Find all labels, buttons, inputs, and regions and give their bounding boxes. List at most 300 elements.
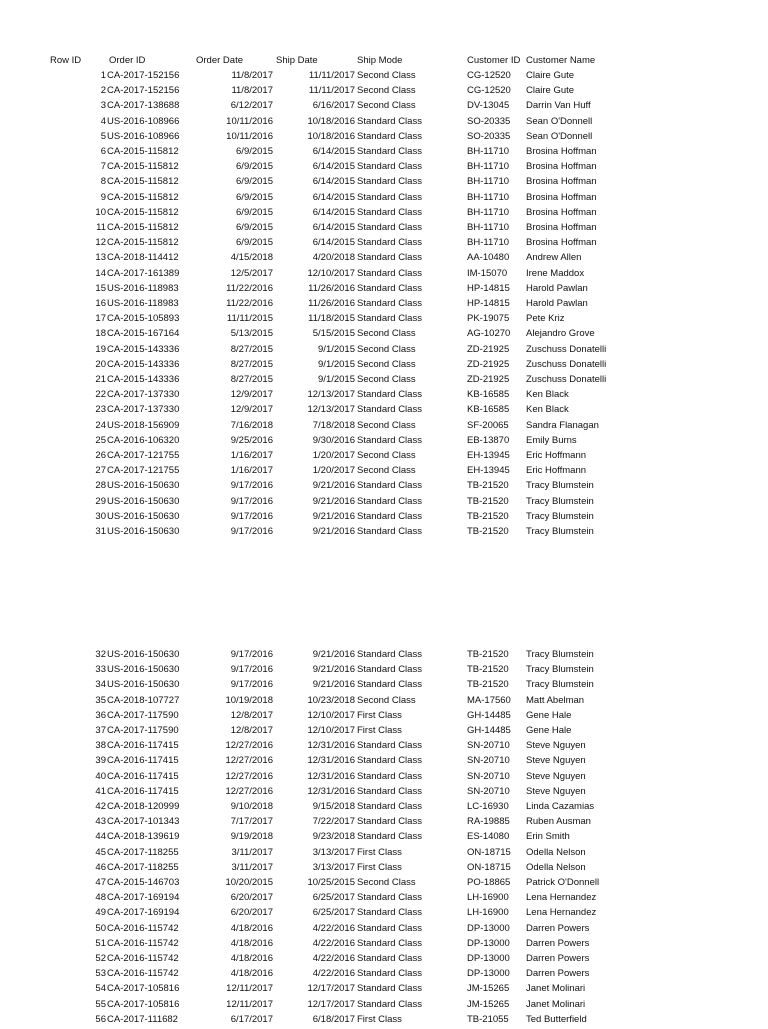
table-row	[0, 70, 768, 85]
cell-customer-id: SF-20065	[467, 419, 509, 431]
cell-ship-mode: Standard Class	[357, 785, 422, 797]
cell-ship-date: 9/21/2016	[312, 649, 355, 660]
table-row	[0, 359, 768, 374]
cell-customer-id: SN-20710	[467, 785, 510, 797]
table-row	[0, 283, 768, 298]
cell-customer-id: TB-21520	[467, 510, 509, 522]
cell-row-id: 44	[95, 831, 106, 843]
cell-order-date: 9/17/2016	[230, 649, 273, 660]
cell-ship-date: 12/10/2017	[307, 267, 355, 279]
cell-customer-id: JM-15265	[467, 998, 510, 1010]
cell-order-date: 6/9/2015	[236, 222, 273, 233]
cell-customer-id: ZD-21925	[467, 343, 510, 355]
cell-order-id: CA-2016-117415	[107, 785, 179, 797]
cell-row-id: 34	[95, 679, 106, 691]
cell-row-id: 11	[96, 222, 106, 233]
cell-order-id: CA-2017-161389	[107, 267, 180, 279]
cell-ship-mode: Standard Class	[357, 922, 422, 934]
cell-order-id: CA-2015-105893	[107, 313, 180, 325]
cell-ship-mode: Standard Class	[357, 298, 422, 309]
cell-order-date: 10/11/2016	[226, 130, 273, 142]
cell-customer-id: KB-16585	[467, 389, 510, 401]
cell-ship-mode: First Class	[357, 861, 402, 873]
cell-customer-name: Tracy Blumstein	[526, 480, 594, 492]
cell-customer-name: Tracy Blumstein	[526, 649, 594, 660]
cell-row-id: 16	[95, 298, 106, 309]
cell-customer-name: Tracy Blumstein	[526, 664, 594, 676]
cell-ship-date: 4/22/2016	[312, 968, 355, 980]
header-customer-id: Customer ID	[467, 55, 521, 66]
table-row	[0, 679, 768, 694]
cell-order-id: CA-2015-115812	[107, 176, 179, 188]
cell-ship-mode: Second Class	[357, 358, 416, 370]
cell-ship-date: 11/26/2016	[308, 282, 355, 294]
cell-order-date: 7/16/2018	[230, 419, 273, 431]
cell-customer-name: Brosina Hoffman	[526, 161, 597, 173]
cell-ship-date: 11/11/2017	[308, 85, 355, 97]
cell-order-date: 10/20/2015	[225, 877, 273, 888]
cell-order-date: 12/8/2017	[230, 709, 273, 721]
cell-ship-mode: Standard Class	[357, 115, 422, 127]
cell-row-id: 38	[95, 740, 106, 752]
cell-customer-name: Janet Molinari	[526, 998, 586, 1010]
cell-customer-name: Tracy Blumstein	[526, 679, 594, 691]
table-row	[0, 725, 768, 740]
cell-customer-id: CG-12520	[467, 70, 511, 81]
cell-order-date: 4/18/2016	[230, 953, 273, 964]
cell-ship-date: 6/14/2015	[312, 237, 355, 249]
cell-ship-mode: Standard Class	[357, 222, 422, 233]
cell-order-id: CA-2016-115742	[107, 953, 179, 964]
cell-customer-name: Odella Nelson	[526, 861, 586, 873]
cell-ship-mode: Standard Class	[357, 267, 422, 279]
cell-order-date: 4/18/2016	[230, 968, 273, 980]
table-row	[0, 268, 768, 283]
cell-order-date: 3/11/2017	[231, 846, 273, 858]
table-row	[0, 435, 768, 450]
table-row	[0, 877, 768, 892]
table-row	[0, 1014, 768, 1029]
cell-customer-id: LC-16930	[467, 801, 509, 812]
cell-ship-mode: Second Class	[357, 374, 416, 385]
cell-order-id: CA-2017-118255	[107, 846, 179, 858]
cell-ship-date: 9/15/2018	[312, 801, 355, 812]
table-row	[0, 847, 768, 862]
cell-order-id: CA-2017-137330	[107, 404, 180, 416]
table-row	[0, 496, 768, 511]
cell-ship-mode: Standard Class	[357, 998, 422, 1010]
cell-ship-mode: Standard Class	[357, 892, 422, 904]
cell-ship-mode: Standard Class	[357, 191, 422, 203]
cell-order-date: 9/17/2016	[230, 526, 273, 537]
cell-ship-mode: First Class	[357, 709, 402, 721]
table-row	[0, 968, 768, 983]
cell-ship-date: 9/21/2016	[312, 664, 355, 676]
cell-ship-mode: First Class	[357, 1013, 402, 1025]
cell-order-date: 12/27/2016	[225, 740, 273, 752]
cell-ship-date: 6/14/2015	[312, 161, 355, 173]
cell-ship-date: 12/31/2016	[307, 740, 355, 752]
cell-ship-date: 5/15/2015	[312, 328, 355, 340]
cell-row-id: 23	[95, 404, 106, 416]
cell-customer-id: BH-11710	[467, 161, 510, 173]
cell-order-date: 9/17/2016	[230, 495, 273, 507]
cell-order-date: 6/9/2015	[236, 206, 273, 218]
table-row	[0, 131, 768, 146]
table-row	[0, 786, 768, 801]
cell-ship-date: 1/20/2017	[312, 465, 355, 477]
table-row	[0, 389, 768, 404]
cell-order-id: CA-2015-143336	[107, 343, 180, 355]
header-order-date: Order Date	[196, 55, 243, 66]
cell-order-date: 6/9/2015	[236, 237, 273, 249]
cell-ship-mode: Standard Class	[357, 510, 422, 522]
cell-row-id: 56	[95, 1013, 106, 1025]
table-row	[0, 252, 768, 267]
cell-order-date: 6/9/2015	[236, 161, 273, 173]
cell-order-date: 9/17/2016	[230, 480, 273, 492]
cell-customer-name: Brosina Hoffman	[526, 146, 597, 157]
header-row-id: Row ID	[50, 55, 82, 66]
cell-order-date: 8/27/2015	[230, 358, 273, 370]
cell-row-id: 47	[95, 877, 106, 888]
cell-customer-id: ON-18715	[467, 861, 511, 873]
cell-order-id: CA-2015-115812	[107, 237, 179, 249]
cell-row-id: 12	[95, 237, 106, 249]
table-row	[0, 85, 768, 100]
cell-order-id: US-2018-156909	[107, 419, 180, 431]
cell-order-id: CA-2018-107727	[107, 694, 180, 706]
cell-ship-mode: Standard Class	[357, 801, 422, 812]
cell-order-date: 6/20/2017	[230, 892, 273, 904]
cell-ship-date: 12/31/2016	[307, 770, 355, 782]
cell-ship-mode: Second Class	[357, 328, 416, 340]
cell-row-id: 3	[100, 100, 106, 112]
cell-ship-mode: Standard Class	[357, 176, 422, 188]
cell-row-id: 28	[95, 480, 106, 492]
cell-order-id: CA-2017-121755	[107, 450, 180, 461]
table-row	[0, 465, 768, 480]
cell-ship-mode: Standard Class	[357, 206, 422, 218]
cell-customer-id: LH-16900	[467, 907, 509, 919]
cell-customer-name: Ken Black	[526, 389, 569, 401]
cell-customer-id: DP-13000	[467, 953, 510, 964]
cell-customer-id: EH-13945	[467, 450, 510, 461]
cell-customer-name: Tracy Blumstein	[526, 510, 594, 522]
cell-order-date: 6/9/2015	[236, 191, 273, 203]
cell-ship-mode: Second Class	[357, 343, 416, 355]
table-row	[0, 207, 768, 222]
cell-ship-date: 7/22/2017	[312, 816, 355, 828]
cell-order-id: CA-2017-105816	[107, 983, 180, 995]
cell-ship-date: 10/18/2016	[307, 115, 355, 127]
cell-ship-mode: Standard Class	[357, 907, 422, 919]
cell-customer-id: SN-20710	[467, 740, 510, 752]
cell-customer-name: Steve Nguyen	[526, 770, 586, 782]
cell-customer-name: Lena Hernandez	[526, 892, 597, 904]
cell-ship-mode: Second Class	[357, 85, 416, 97]
cell-ship-date: 12/13/2017	[307, 404, 355, 416]
cell-order-id: CA-2017-152156	[107, 70, 180, 81]
cell-ship-date: 11/11/2017	[308, 70, 355, 81]
cell-row-id: 54	[95, 983, 106, 995]
cell-customer-id: ON-18715	[467, 846, 511, 858]
cell-customer-name: Alejandro Grove	[526, 328, 595, 340]
cell-order-date: 11/8/2017	[231, 85, 273, 97]
cell-ship-date: 12/13/2017	[307, 389, 355, 401]
cell-ship-mode: Standard Class	[357, 146, 422, 157]
cell-customer-name: Claire Gute	[526, 85, 575, 97]
cell-row-id: 10	[95, 206, 106, 218]
cell-order-date: 11/8/2017	[231, 70, 273, 81]
cell-customer-name: Erin Smith	[526, 831, 570, 843]
cell-customer-name: Darren Powers	[526, 953, 590, 964]
cell-ship-date: 9/21/2016	[312, 510, 355, 522]
cell-customer-name: Zuschuss Donatelli	[526, 358, 607, 370]
table-row	[0, 983, 768, 998]
table-row	[0, 649, 768, 664]
cell-ship-mode: Standard Class	[357, 526, 422, 537]
cell-row-id: 35	[95, 694, 106, 706]
cell-order-id: CA-2015-143336	[107, 374, 180, 385]
cell-order-id: CA-2017-105816	[107, 998, 180, 1010]
cell-customer-name: Ruben Ausman	[526, 816, 591, 828]
cell-customer-name: Sean O'Donnell	[526, 130, 593, 142]
cell-order-id: US-2016-108966	[107, 130, 180, 142]
cell-customer-id: SO-20335	[467, 115, 511, 127]
cell-order-id: CA-2017-137330	[107, 389, 180, 401]
cell-order-date: 6/9/2015	[236, 176, 273, 188]
cell-order-id: CA-2018-120999	[107, 801, 180, 812]
cell-order-date: 9/17/2016	[230, 664, 273, 676]
cell-customer-id: KB-16585	[467, 404, 510, 416]
cell-order-date: 11/22/2016	[226, 282, 273, 294]
cell-customer-name: Eric Hoffmann	[526, 450, 587, 461]
table-row	[0, 755, 768, 770]
table-row	[0, 892, 768, 907]
cell-order-id: CA-2017-101343	[107, 816, 180, 828]
cell-order-id: US-2016-150630	[107, 526, 180, 537]
cell-order-date: 9/17/2016	[230, 510, 273, 522]
cell-row-id: 14	[95, 267, 106, 279]
cell-order-id: US-2016-118983	[107, 298, 179, 309]
cell-order-date: 12/27/2016	[225, 755, 273, 767]
cell-row-id: 29	[95, 495, 106, 507]
cell-ship-date: 6/14/2015	[312, 206, 355, 218]
cell-row-id: 42	[95, 801, 106, 812]
cell-ship-mode: Standard Class	[357, 480, 422, 492]
table-row	[0, 328, 768, 343]
cell-order-date: 10/11/2016	[226, 115, 273, 127]
cell-order-id: CA-2017-152156	[107, 85, 180, 97]
cell-order-date: 12/11/2017	[226, 998, 273, 1010]
table-row	[0, 938, 768, 953]
cell-ship-mode: First Class	[357, 846, 402, 858]
cell-ship-date: 4/22/2016	[312, 937, 355, 949]
table-row	[0, 907, 768, 922]
cell-ship-date: 12/31/2016	[307, 785, 355, 797]
cell-row-id: 43	[95, 816, 106, 828]
cell-order-id: CA-2016-117415	[107, 770, 179, 782]
cell-row-id: 55	[95, 998, 106, 1010]
header-ship-date: Ship Date	[276, 55, 318, 66]
cell-ship-date: 7/18/2018	[312, 419, 355, 431]
cell-ship-mode: Standard Class	[357, 968, 422, 980]
cell-ship-date: 6/14/2015	[312, 176, 355, 188]
cell-ship-mode: Second Class	[357, 450, 416, 461]
cell-row-id: 48	[95, 892, 106, 904]
table-row	[0, 801, 768, 816]
cell-ship-date: 9/21/2016	[312, 679, 355, 691]
cell-order-date: 5/13/2015	[230, 328, 273, 340]
cell-order-id: US-2016-108966	[107, 115, 180, 127]
cell-ship-date: 1/20/2017	[312, 450, 355, 461]
cell-customer-name: Emily Burns	[526, 434, 577, 446]
cell-order-id: CA-2015-115812	[107, 222, 179, 233]
cell-customer-name: Steve Nguyen	[526, 740, 586, 752]
cell-order-date: 1/16/2017	[230, 465, 273, 477]
cell-ship-date: 4/22/2016	[312, 953, 355, 964]
cell-customer-id: TB-21520	[467, 480, 509, 492]
cell-row-id: 15	[95, 282, 106, 294]
cell-row-id: 1	[100, 70, 106, 81]
cell-customer-name: Harold Pawlan	[526, 282, 588, 294]
cell-row-id: 21	[95, 374, 106, 385]
cell-ship-date: 6/16/2017	[312, 100, 355, 112]
cell-row-id: 41	[95, 785, 106, 797]
cell-ship-mode: Standard Class	[357, 252, 422, 264]
cell-row-id: 49	[95, 907, 106, 919]
cell-row-id: 19	[95, 343, 106, 355]
cell-row-id: 46	[95, 861, 106, 873]
cell-ship-mode: Standard Class	[357, 434, 422, 446]
cell-customer-id: TB-21055	[467, 1013, 509, 1025]
cell-customer-name: Linda Cazamias	[526, 801, 595, 812]
table-row	[0, 146, 768, 161]
cell-customer-id: ZD-21925	[467, 374, 510, 385]
cell-order-date: 8/27/2015	[230, 343, 273, 355]
table-row	[0, 511, 768, 526]
table-row	[0, 161, 768, 176]
cell-customer-id: IM-15070	[467, 267, 508, 279]
cell-customer-name: Lena Hernandez	[526, 907, 597, 919]
table-row	[0, 816, 768, 831]
cell-ship-date: 12/31/2016	[307, 755, 355, 767]
cell-customer-id: TB-21520	[467, 495, 509, 507]
cell-row-id: 18	[95, 328, 106, 340]
cell-customer-id: ZD-21925	[467, 358, 510, 370]
cell-ship-date: 4/20/2018	[312, 252, 355, 264]
cell-customer-name: Darren Powers	[526, 922, 590, 934]
cell-order-date: 12/11/2017	[226, 983, 273, 995]
cell-customer-name: Janet Molinari	[526, 983, 586, 995]
table-row	[0, 831, 768, 846]
cell-ship-date: 9/1/2015	[318, 343, 355, 355]
cell-ship-mode: Standard Class	[357, 937, 422, 949]
cell-customer-name: Steve Nguyen	[526, 785, 586, 797]
cell-row-id: 40	[95, 770, 106, 782]
cell-ship-date: 6/14/2015	[312, 222, 355, 233]
cell-customer-id: BH-11710	[467, 222, 510, 233]
cell-ship-mode: Second Class	[357, 419, 416, 431]
cell-order-date: 11/11/2015	[226, 313, 273, 325]
cell-order-date: 4/18/2016	[230, 922, 273, 934]
cell-ship-mode: Standard Class	[357, 130, 422, 142]
cell-row-id: 30	[95, 510, 106, 522]
cell-order-id: CA-2017-118255	[107, 861, 179, 873]
table-row	[0, 176, 768, 191]
cell-order-date: 6/20/2017	[230, 907, 273, 919]
cell-customer-id: ES-14080	[467, 831, 510, 843]
cell-order-date: 12/8/2017	[230, 725, 273, 736]
cell-ship-mode: Standard Class	[357, 816, 422, 828]
cell-order-id: CA-2015-115812	[107, 206, 179, 218]
cell-customer-name: Brosina Hoffman	[526, 206, 597, 218]
cell-ship-date: 11/18/2015	[308, 313, 355, 325]
cell-ship-date: 3/13/2017	[312, 861, 355, 873]
cell-ship-mode: Standard Class	[357, 755, 422, 767]
cell-customer-name: Odella Nelson	[526, 846, 586, 858]
cell-customer-id: SN-20710	[467, 755, 510, 767]
cell-ship-date: 6/14/2015	[312, 191, 355, 203]
cell-order-id: CA-2016-115742	[107, 937, 179, 949]
cell-customer-id: PO-18865	[467, 877, 511, 888]
cell-ship-mode: Standard Class	[357, 404, 422, 416]
cell-row-id: 17	[95, 313, 106, 325]
table-row	[0, 664, 768, 679]
table-row	[0, 450, 768, 465]
cell-ship-mode: Standard Class	[357, 313, 422, 325]
cell-customer-name: Irene Maddox	[526, 267, 585, 279]
cell-ship-date: 6/14/2015	[312, 146, 355, 157]
cell-order-id: CA-2017-121755	[107, 465, 180, 477]
cell-ship-date: 11/26/2016	[308, 298, 355, 309]
cell-ship-mode: Standard Class	[357, 740, 422, 752]
cell-order-date: 9/19/2018	[230, 831, 273, 843]
cell-row-id: 2	[100, 85, 106, 97]
table-row	[0, 222, 768, 237]
cell-order-id: CA-2018-114412	[107, 252, 179, 264]
table-row	[0, 313, 768, 328]
cell-customer-id: DP-13000	[467, 968, 510, 980]
cell-row-id: 4	[100, 115, 106, 127]
cell-ship-date: 12/17/2017	[307, 983, 355, 995]
cell-ship-date: 9/21/2016	[312, 495, 355, 507]
cell-ship-date: 9/30/2016	[312, 434, 355, 446]
cell-order-date: 9/10/2018	[230, 801, 273, 812]
cell-ship-mode: Second Class	[357, 877, 416, 888]
table-row	[0, 404, 768, 419]
cell-ship-date: 6/25/2017	[312, 892, 355, 904]
cell-row-id: 37	[95, 725, 106, 736]
cell-row-id: 45	[95, 846, 106, 858]
cell-ship-mode: Second Class	[357, 70, 416, 81]
cell-row-id: 32	[95, 649, 106, 660]
table-row	[0, 344, 768, 359]
cell-ship-date: 9/1/2015	[318, 358, 355, 370]
cell-ship-mode: Standard Class	[357, 831, 422, 843]
cell-order-id: CA-2016-106320	[107, 434, 180, 446]
cell-customer-name: Patrick O'Donnell	[526, 877, 600, 888]
cell-order-id: CA-2018-139619	[107, 831, 180, 843]
cell-customer-id: MA-17560	[467, 694, 511, 706]
cell-order-date: 11/22/2016	[226, 298, 273, 309]
cell-ship-mode: Second Class	[357, 694, 416, 706]
cell-ship-mode: Standard Class	[357, 237, 422, 249]
table-row	[0, 420, 768, 435]
cell-row-id: 6	[100, 146, 106, 157]
cell-order-date: 8/27/2015	[230, 374, 273, 385]
